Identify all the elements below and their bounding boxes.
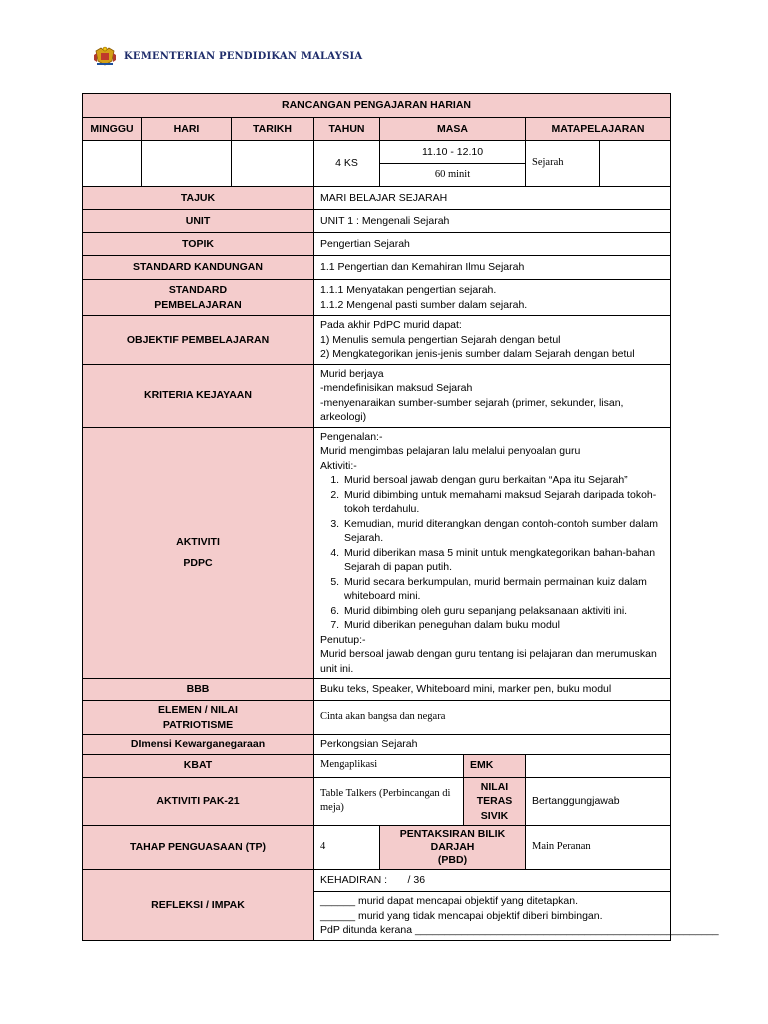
hari-value [142,141,232,187]
kriteria-line1: Murid berjaya [320,367,384,380]
unit-value: UNIT 1 : Mengenali Sejarah [314,210,671,233]
tp-label: TAHAP PENGUASAAN (TP) [83,826,314,870]
col-matapelajaran: MATAPELAJARAN [526,118,671,141]
elemen-value: Cinta akan bangsa dan negara [314,701,671,735]
pbd-label-line1: PENTAKSIRAN BILIK DARJAH [399,828,506,853]
pak21-label: AKTIVITI PAK-21 [83,777,314,826]
refleksi-value [314,892,719,941]
kehadiran-value [314,870,671,892]
minggu-value [83,141,142,187]
activity-step: 3. Kemudian, murid diterangkan dengan contoh-contoh sumber dalam Sejarah. [342,517,664,546]
sp-label [83,280,314,316]
aktiviti-label-line2: PDPC [183,556,213,569]
elemen-label-line1: ELEMEN / NILAI [158,704,238,716]
bbb-label: BBB [83,679,314,701]
col-minggu: MINGGU [83,118,142,141]
tp-value: 4 [314,826,380,870]
nilai-value: Bertanggungjawab [526,777,671,826]
col-tarikh: TARIKH [232,118,314,141]
activity-step: 1. Murid bersoal jawab dengan guru berkaitan “Apa itu Sejarah” [342,473,664,488]
lesson-plan-table [82,93,719,941]
kriteria-value [314,364,671,427]
dimensi-label: DImensi Kewarganegaraan [83,735,314,755]
sp-line2: 1.1.2 Mengenal pasti sumber dalam sejarah. [320,298,528,311]
topik-value: Pengertian Sejarah [314,233,671,256]
objektif-label: OBJEKTIF PEMBELAJARAN [83,316,314,365]
aktiviti-label [83,427,314,679]
malaysia-coat-of-arms-icon [92,45,118,67]
objektif-line1: Pada akhir PdPC murid dapat: [320,319,462,331]
ministry-header [92,44,362,68]
kehadiran-text: KEHADIRAN : / 36 [320,874,426,887]
plan-title: RANCANGAN PENGAJARAN HARIAN [83,94,671,118]
activity-step: 4. Murid diberikan masa 5 minit untuk mengkategorikan bahan-bahan Sejarah di papan putih. [342,546,664,575]
pbd-label-line2: (PBD) [437,854,468,866]
pbd-value: Main Peranan [526,826,671,870]
kriteria-label: KRITERIA KEJAYAAN [83,364,314,427]
kbat-value: Mengaplikasi [314,754,464,777]
activity-step: 2. Murid dibimbing untuk memahami maksud Sejarah daripada tokoh-tokoh terdahulu. [342,488,664,517]
topik-label: TOPIK [83,233,314,256]
refleksi-label: REFLEKSI / IMPAK [83,870,314,941]
elemen-label [83,701,314,735]
col-tahun: TAHUN [314,118,380,141]
refleksi-line1: ______ murid dapat mencapai objektif yang ditetapkan. [320,895,579,907]
sp-label-line1: STANDARD [168,284,228,296]
activity-steps [320,473,664,633]
closing-heading: Penutup:- [320,633,366,646]
pak21-value: Table Talkers (Perbincangan di meja) [314,777,464,826]
ministry-name: KEMENTERIAN PENDIDIKAN MALAYSIA [124,50,363,62]
objektif-line2: 1) Menulis semula pengertian Sejarah dengan betul [320,333,561,346]
tajuk-label: TAJUK [83,187,314,210]
tarikh-value [232,141,314,187]
subject-value: Sejarah [526,141,600,187]
activity-step: 5. Murid secara berkumpulan, murid bermain permainan kuiz dalam whiteboard mini. [342,575,664,604]
pbd-label [380,826,526,870]
intro-text: Murid mengimbas pelajaran lalu melalui penyoalan guru [320,445,581,457]
sp-label-line2: PEMBELAJARAN [154,298,242,311]
bbb-value: Buku teks, Speaker, Whiteboard mini, marker pen, buku modul [314,679,671,701]
extra-value [600,141,671,187]
col-masa: MASA [380,118,526,141]
nilai-label: NILAI TERAS SIVIK [464,777,526,826]
refleksi-line2: ______ murid yang tidak mencapai objektif diberi bimbingan. [320,909,603,922]
activity-heading: Aktiviti:- [320,459,357,472]
intro-heading: Pengenalan:- [320,430,383,443]
aktiviti-label-line1: AKTIVITI [176,536,220,549]
col-hari: HARI [142,118,232,141]
tajuk-value: MARI BELAJAR SEJARAH [314,187,671,210]
masa-duration: 60 minit [380,164,526,187]
kriteria-line3: -menyenaraikan sumber-sumber sejarah (primer, sekunder, lisan, arkeologi) [320,396,624,423]
unit-label: UNIT [83,210,314,233]
activity-step: 6. Murid dibimbing oleh guru sepanjang pelaksanaan aktiviti ini. [342,604,664,619]
closing-text: Murid bersoal jawab dengan guru tentang isi pelajaran dan merumuskan unit ini. [320,648,657,675]
sp-value [314,280,671,316]
tahun-value: 4 KS [314,141,380,187]
aktiviti-value [314,427,671,679]
kriteria-line2: -mendefinisikan maksud Sejarah [320,382,473,394]
objektif-line3: 2) Mengkategorikan jenis-jenis sumber dalam Sejarah dengan betul [320,348,635,360]
sp-line1: 1.1.1 Menyatakan pengertian sejarah. [320,284,497,296]
elemen-label-line2: PATRIOTISME [162,718,234,731]
objektif-value [314,316,671,365]
emk-label: EMK [464,754,526,777]
refleksi-line3: PdP ditunda kerana ____________________________________________________ [320,924,719,936]
emk-value [526,754,671,777]
dimensi-value: Perkongsian Sejarah [314,735,671,755]
kbat-label: KBAT [83,754,314,777]
activity-step: 7. Murid diberikan peneguhan dalam buku modul [342,618,664,633]
masa-time: 11.10 - 12.10 [380,141,526,164]
sk-label: STANDARD KANDUNGAN [83,256,314,280]
sk-value: 1.1 Pengertian dan Kemahiran Ilmu Sejarah [314,256,671,280]
